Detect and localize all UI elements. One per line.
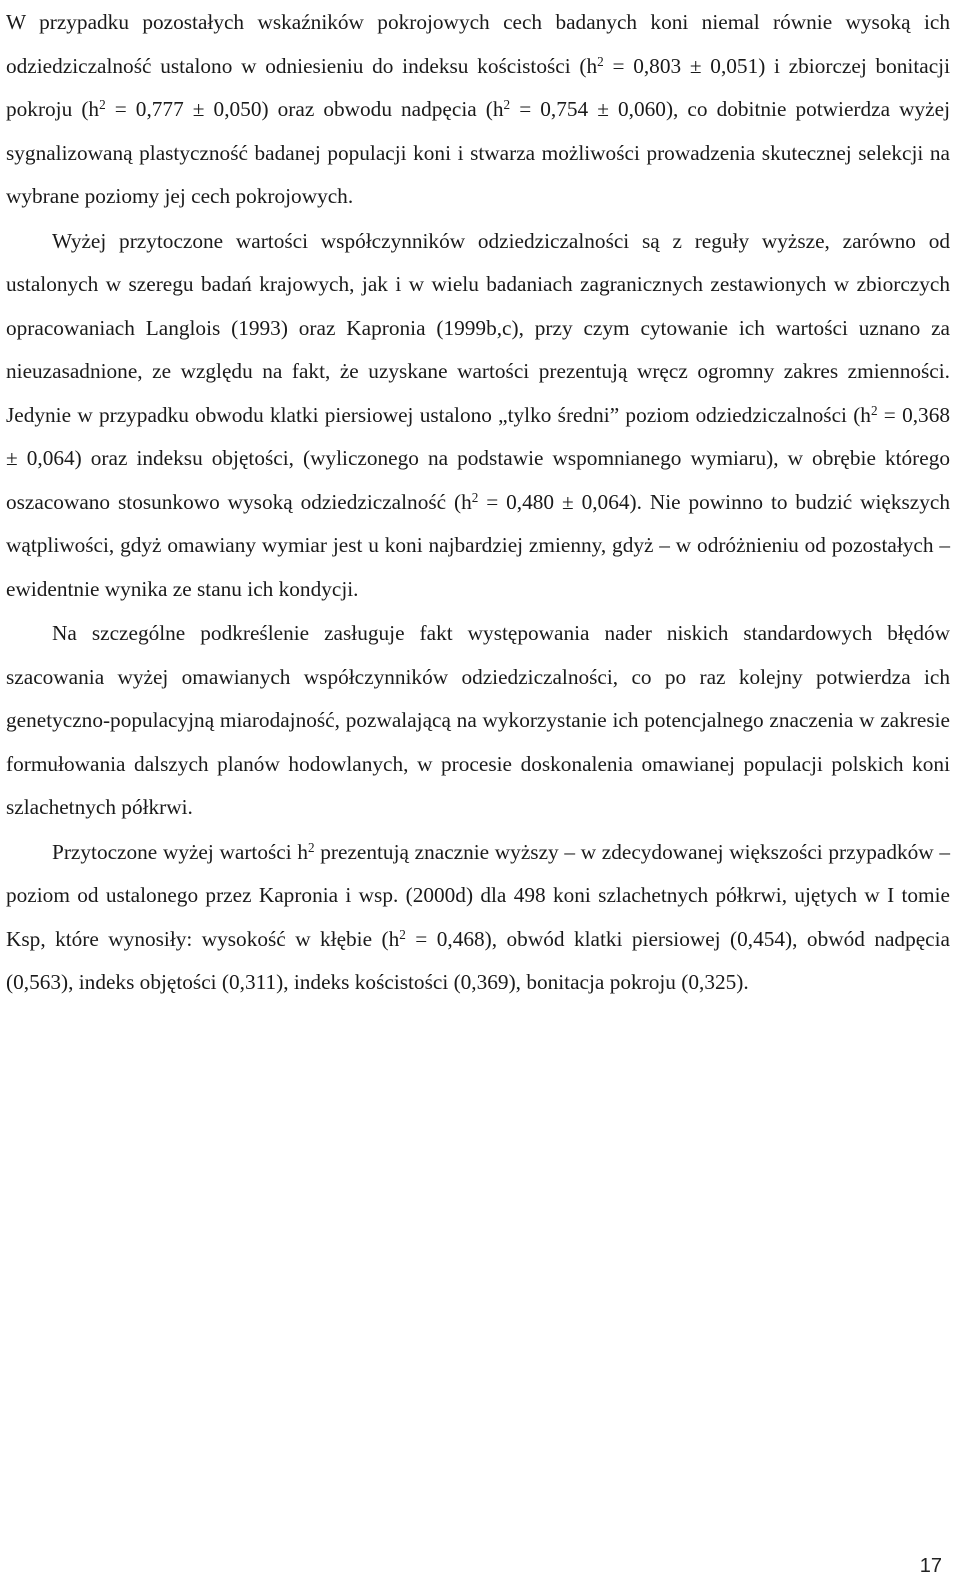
paragraph-kapron-comparison [6,831,950,1005]
page-number: 17 [919,1555,942,1577]
superscript: 2 [471,489,479,505]
paragraph-text: Na szczególne podkreślenie zasługuje fakt występowania nader niskich standardowych błędów szacowania wyżej omawianych współczynników odziedziczalności, co po raz kolejny potwierdza ich genetyczno-populacyjną miarodajność, pozwalającą na wykorzystanie ich potencjalnego znaczenia w zakresie formułowania dalszych planów hodowlanych, w procesie doskonalenia omawianej populacji polskich koni szlachetnych półkrwi. [6,621,950,819]
paragraph-text: = 0,803 ± 0,051) i zbiorczej bonitacji pokroju (h [6,53,950,121]
document-page [6,0,950,1005]
paragraph-text: = 0,368 ± 0,064) oraz indeksu objętości, (wyliczonego na podstawie wspomnianego wymiaru), w obrębie którego oszacowano stosunkowo wysoką odziedziczalność (h [6,402,950,514]
paragraph-text: = 0,754 ± 0,060), co dobitnie potwierdza wyżej sygnalizowaną plastyczność badanej populacji koni i stwarza możliwości prowadzenia skutecznej selekcji na wybrane poziomy jej cech pokrojowych. [6,97,950,208]
paragraph-standard-errors [6,612,950,830]
paragraph-text: = 0,468), obwód klatki piersiowej (0,454), obwód nadpęcia (0,563), indeks objętości (0,311), indeks kościstości (0,369), bonitacja pokroju (0,325). [6,926,951,994]
paragraph-text: Wyżej przytoczone wartości współczynników odziedziczalności są z reguły wyższe, zarówno od ustalonych w szeregu badań krajowych, jak i w wielu badaniach zagranicznych zestawionych w zbiorczych opracowaniach Langlois (1993) oraz Kapronia (1999b,c), przy czym cytowanie ich wartości uznano za nieuzasadnione, ze względu na fakt, że uzyskane wartości prezentują wręcz ogromny zakres zmienności. Jedynie w przypadku obwodu klatki piersiowej ustalono „tylko średni” poziom odziedziczalności (h [6,228,950,427]
superscript: 2 [503,96,511,112]
paragraph-text: = 0,480 ± 0,064). Nie powinno to budzić większych wątpliwości, gdyż omawiany wymiar jest u koni najbardziej zmienny, gdyż – w odróżnieniu od pozostałych – ewidentnie wynika ze stanu ich kondycji. [6,489,950,601]
superscript: 2 [307,839,315,855]
superscript: 2 [99,96,106,112]
superscript: 2 [399,926,406,942]
paragraph-text: prezentują znacznie wyższy – w zdecydowanej większości przypadków – poziom od ustalonego przez Kapronia i wsp. (2000d) dla 498 koni szlachetnych półkrwi, ujętych w I tomie Ksp, które wynosiły: wysokość w kłębie (h [6,839,950,951]
paragraph-heritability-other-traits [6,0,950,219]
paragraph-text: W przypadku pozostałych wskaźników pokrojowych cech badanych koni niemal równie wysoką ich odziedziczalność ustalono w odniesieniu do indeksu kościstości (h [6,10,950,78]
superscript: 2 [870,402,878,418]
paragraph-text: Przytoczone wyżej wartości h [52,839,308,864]
superscript: 2 [597,53,604,69]
paragraph-text: = 0,777 ± 0,050) oraz obwodu nadpęcia (h [105,97,504,121]
paragraph-comparison-literature [6,220,950,612]
